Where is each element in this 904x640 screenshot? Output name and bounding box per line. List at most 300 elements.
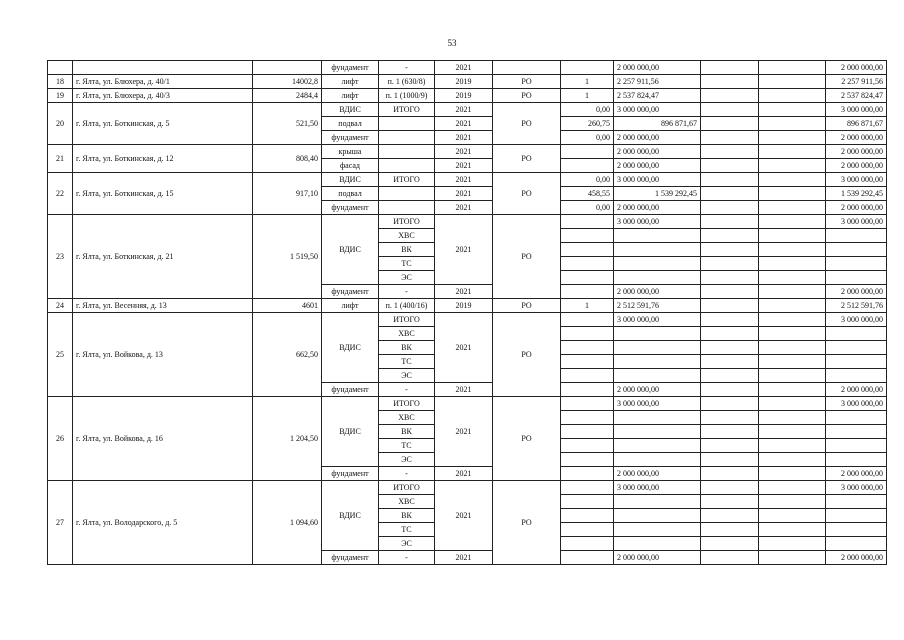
table-cell: ЭС	[379, 453, 435, 467]
table-cell: п. 1 (400/16)	[379, 299, 435, 313]
table-cell	[614, 439, 701, 453]
table-cell	[701, 355, 759, 369]
table-row	[48, 173, 887, 187]
table-cell: 2019	[435, 299, 493, 313]
table-cell: 0,00	[561, 131, 614, 145]
table-cell: 2 000 000,00	[614, 61, 701, 75]
table-cell: 1 094,60	[253, 481, 322, 565]
table-cell: 2 000 000,00	[614, 145, 701, 159]
table-cell	[561, 355, 614, 369]
table-cell: 2 000 000,00	[826, 383, 887, 397]
table-cell	[701, 131, 759, 145]
table-cell: 2021	[435, 187, 493, 201]
table-cell: 2021	[435, 313, 493, 383]
table-cell	[614, 341, 701, 355]
table-cell: 3 000 000,00	[826, 313, 887, 327]
table-cell	[701, 439, 759, 453]
table-cell: 2 257 911,56	[826, 75, 887, 89]
table-cell	[561, 313, 614, 327]
table-cell	[701, 397, 759, 411]
table-cell: фундамент	[322, 131, 379, 145]
table-cell: 2021	[435, 481, 493, 551]
table-cell: 1	[561, 299, 614, 313]
table-cell: лифт	[322, 75, 379, 89]
table-cell: 2 000 000,00	[614, 159, 701, 173]
table-cell: 2021	[435, 145, 493, 159]
table-cell: 3 000 000,00	[614, 397, 701, 411]
table-cell	[701, 187, 759, 201]
table-cell: РО	[493, 145, 561, 173]
table-cell	[561, 439, 614, 453]
table-cell: 2 000 000,00	[826, 61, 887, 75]
table-cell: п. 1 (630/8)	[379, 75, 435, 89]
table-cell: 521,50	[253, 103, 322, 145]
table-cell: 18	[48, 75, 73, 89]
table-cell: РО	[493, 75, 561, 89]
table-cell: ИТОГО	[379, 103, 435, 117]
table-cell: лифт	[322, 299, 379, 313]
table-cell	[701, 285, 759, 299]
table-cell: г. Ялта, ул. Войкова, д. 13	[73, 313, 253, 397]
table-cell: -	[379, 61, 435, 75]
table-row	[48, 75, 887, 89]
table-cell: 260,75	[561, 117, 614, 131]
table-cell	[701, 313, 759, 327]
table-cell: фундамент	[322, 61, 379, 75]
table-cell: 2 000 000,00	[826, 159, 887, 173]
table-cell: г. Ялта, ул. Володарского, д. 5	[73, 481, 253, 565]
table-cell: 0,00	[561, 201, 614, 215]
table-cell: 896 871,67	[826, 117, 887, 131]
table-cell	[614, 243, 701, 257]
table-cell: 2 000 000,00	[614, 467, 701, 481]
table-cell	[826, 509, 887, 523]
table-cell: ИТОГО	[379, 481, 435, 495]
table-cell	[759, 257, 826, 271]
table-cell: ВК	[379, 425, 435, 439]
table-cell	[701, 271, 759, 285]
table-cell: 2 257 911,56	[614, 75, 701, 89]
table-cell	[826, 369, 887, 383]
table-cell	[759, 369, 826, 383]
table-cell	[701, 425, 759, 439]
table-cell	[701, 117, 759, 131]
table-row	[48, 215, 887, 229]
table-cell: фасад	[322, 159, 379, 173]
table-cell: г. Ялта, ул. Боткинская, д. 15	[73, 173, 253, 215]
table-cell: РО	[493, 313, 561, 397]
table-cell: 2021	[435, 467, 493, 481]
table-cell	[759, 341, 826, 355]
table-cell: ТС	[379, 523, 435, 537]
table-cell: 3 000 000,00	[614, 173, 701, 187]
table-cell: г. Ялта, ул. Боткинская, д. 12	[73, 145, 253, 173]
table-cell	[561, 229, 614, 243]
table-row	[48, 313, 887, 327]
table-cell: -	[379, 285, 435, 299]
table-cell: ХВС	[379, 229, 435, 243]
table-cell: 1 519,50	[253, 215, 322, 299]
table-cell	[701, 243, 759, 257]
table-cell	[614, 229, 701, 243]
table-cell: 896 871,67	[614, 117, 701, 131]
table-cell	[614, 495, 701, 509]
table-cell: 23	[48, 215, 73, 299]
table-cell	[561, 257, 614, 271]
table-cell: 25	[48, 313, 73, 397]
table-cell	[759, 229, 826, 243]
table-cell	[561, 271, 614, 285]
table-cell: 2 537 824,47	[826, 89, 887, 103]
table-cell	[379, 131, 435, 145]
table-cell: 2 000 000,00	[614, 551, 701, 565]
table-cell	[759, 285, 826, 299]
table-cell	[561, 145, 614, 159]
table-cell	[561, 285, 614, 299]
table-cell: г. Ялта, ул. Блюхера, д. 40/3	[73, 89, 253, 103]
table-row	[48, 145, 887, 159]
table-cell: 2021	[435, 103, 493, 117]
table-cell	[759, 467, 826, 481]
table-cell: 1 204,50	[253, 397, 322, 481]
table-cell: РО	[493, 103, 561, 145]
table-cell: РО	[493, 89, 561, 103]
table-row	[48, 481, 887, 495]
table-cell	[561, 411, 614, 425]
table-cell	[614, 257, 701, 271]
table-cell	[614, 271, 701, 285]
table-cell	[826, 495, 887, 509]
table-cell	[826, 243, 887, 257]
table-cell: 2021	[435, 551, 493, 565]
table-cell: РО	[493, 481, 561, 565]
table-cell: ИТОГО	[379, 173, 435, 187]
table-cell	[561, 383, 614, 397]
table-cell	[759, 313, 826, 327]
table-cell	[759, 551, 826, 565]
table-cell: фундамент	[322, 551, 379, 565]
table-cell	[759, 537, 826, 551]
table-cell: 2 000 000,00	[826, 131, 887, 145]
table-cell: ЭС	[379, 369, 435, 383]
table-cell: 2019	[435, 89, 493, 103]
table-cell	[614, 327, 701, 341]
table-cell	[561, 453, 614, 467]
table-cell: 2021	[435, 117, 493, 131]
table-cell: 2021	[435, 285, 493, 299]
table-cell	[561, 509, 614, 523]
table-cell: ВК	[379, 509, 435, 523]
table-row	[48, 299, 887, 313]
table-cell	[826, 271, 887, 285]
table-cell	[759, 439, 826, 453]
table-cell	[379, 117, 435, 131]
table-cell: РО	[493, 173, 561, 215]
table-cell	[701, 61, 759, 75]
table-cell: 458,55	[561, 187, 614, 201]
table-cell: ВДИС	[322, 103, 379, 117]
table-cell	[701, 145, 759, 159]
table-cell: 2021	[435, 159, 493, 173]
table-cell: крыша	[322, 145, 379, 159]
table-cell	[759, 453, 826, 467]
table-cell: 2 000 000,00	[614, 285, 701, 299]
table-cell: фундамент	[322, 383, 379, 397]
table-cell: РО	[493, 299, 561, 313]
table-cell: 2021	[435, 173, 493, 187]
table-cell	[701, 551, 759, 565]
table-cell: ВДИС	[322, 313, 379, 383]
table-cell	[759, 425, 826, 439]
table-cell	[759, 201, 826, 215]
table-cell: ВДИС	[322, 481, 379, 551]
table-cell	[701, 89, 759, 103]
table-cell: 3 000 000,00	[826, 173, 887, 187]
table-cell	[379, 201, 435, 215]
table-cell: 3 000 000,00	[826, 215, 887, 229]
table-cell: лифт	[322, 89, 379, 103]
table-cell	[561, 425, 614, 439]
table-cell	[759, 271, 826, 285]
table-cell: -	[379, 467, 435, 481]
repair-program-table	[47, 60, 887, 565]
table-cell: ЭС	[379, 537, 435, 551]
table-cell: 2 000 000,00	[826, 201, 887, 215]
table-cell: 19	[48, 89, 73, 103]
table-cell: 2 000 000,00	[614, 131, 701, 145]
table-cell	[701, 467, 759, 481]
table-cell	[759, 397, 826, 411]
table-cell: г. Ялта, ул. Войкова, д. 16	[73, 397, 253, 481]
table-cell: 2021	[435, 61, 493, 75]
table-cell	[561, 551, 614, 565]
table-cell: 1 539 292,45	[826, 187, 887, 201]
table-cell	[561, 481, 614, 495]
table-cell: 2 000 000,00	[826, 467, 887, 481]
table-cell: ИТОГО	[379, 397, 435, 411]
table-cell	[826, 523, 887, 537]
table-cell	[379, 145, 435, 159]
table-row	[48, 61, 887, 75]
table-cell	[614, 509, 701, 523]
table-body	[48, 61, 887, 565]
table-row	[48, 397, 887, 411]
table-cell	[493, 61, 561, 75]
table-cell	[561, 369, 614, 383]
table-cell	[701, 383, 759, 397]
table-cell: 26	[48, 397, 73, 481]
table-cell	[701, 257, 759, 271]
table-cell: ВК	[379, 341, 435, 355]
table-cell	[379, 159, 435, 173]
table-cell: 27	[48, 481, 73, 565]
table-cell	[701, 481, 759, 495]
table-cell: ВДИС	[322, 397, 379, 467]
table-cell	[614, 523, 701, 537]
table-cell: 21	[48, 145, 73, 173]
table-cell	[614, 369, 701, 383]
table-cell	[759, 103, 826, 117]
table-cell: 1	[561, 89, 614, 103]
table-cell	[561, 467, 614, 481]
table-cell	[759, 243, 826, 257]
table-cell	[561, 397, 614, 411]
table-cell: 2021	[435, 383, 493, 397]
table-cell	[561, 523, 614, 537]
table-cell: 3 000 000,00	[614, 103, 701, 117]
table-cell	[379, 187, 435, 201]
table-cell: 2021	[435, 131, 493, 145]
table-cell: 2 000 000,00	[826, 285, 887, 299]
table-cell: 662,50	[253, 313, 322, 397]
table-cell	[561, 159, 614, 173]
table-cell: 808,40	[253, 145, 322, 173]
table-cell: 3 000 000,00	[614, 313, 701, 327]
table-cell: 20	[48, 103, 73, 145]
table-cell: 22	[48, 173, 73, 215]
table-cell: г. Ялта, ул. Весенняя, д. 13	[73, 299, 253, 313]
table-cell	[759, 509, 826, 523]
table-cell	[561, 327, 614, 341]
table-cell: ТС	[379, 355, 435, 369]
table-cell	[253, 61, 322, 75]
table-cell	[701, 327, 759, 341]
table-cell: ИТОГО	[379, 215, 435, 229]
table-cell	[759, 481, 826, 495]
table-cell	[701, 159, 759, 173]
table-cell: 2019	[435, 75, 493, 89]
table-cell	[701, 201, 759, 215]
table-cell: 1 539 292,45	[614, 187, 701, 201]
table-cell	[759, 523, 826, 537]
table-cell	[759, 495, 826, 509]
table-cell	[701, 369, 759, 383]
table-cell: фундамент	[322, 285, 379, 299]
table-cell	[826, 411, 887, 425]
table-cell: -	[379, 551, 435, 565]
table-cell: ВК	[379, 243, 435, 257]
table-cell: 3 000 000,00	[826, 397, 887, 411]
table-cell	[826, 257, 887, 271]
table-cell	[73, 61, 253, 75]
table-cell: -	[379, 383, 435, 397]
table-cell	[701, 341, 759, 355]
table-cell	[826, 229, 887, 243]
table-cell: 0,00	[561, 103, 614, 117]
table-cell	[826, 453, 887, 467]
table-cell	[759, 299, 826, 313]
table-cell: 2021	[435, 201, 493, 215]
table-cell	[826, 355, 887, 369]
table-cell: фундамент	[322, 467, 379, 481]
table-cell	[826, 425, 887, 439]
table-cell: 2 000 000,00	[826, 551, 887, 565]
table-cell	[759, 173, 826, 187]
table-cell: 24	[48, 299, 73, 313]
table-cell	[759, 159, 826, 173]
table-cell	[759, 383, 826, 397]
table-cell: г. Ялта, ул. Блюхера, д. 40/1	[73, 75, 253, 89]
table-cell	[561, 341, 614, 355]
table-cell	[701, 173, 759, 187]
table-cell	[614, 411, 701, 425]
table-cell: ХВС	[379, 327, 435, 341]
table-cell	[826, 341, 887, 355]
table-cell: 3 000 000,00	[826, 481, 887, 495]
table-cell	[759, 215, 826, 229]
table-cell: ВДИС	[322, 173, 379, 187]
table-cell	[701, 537, 759, 551]
table-cell	[614, 537, 701, 551]
table-cell: ИТОГО	[379, 313, 435, 327]
table-cell: 2 000 000,00	[826, 145, 887, 159]
table-cell	[759, 131, 826, 145]
table-cell	[561, 495, 614, 509]
table-cell	[701, 509, 759, 523]
table-cell	[561, 215, 614, 229]
table-cell: ХВС	[379, 495, 435, 509]
table-cell: РО	[493, 215, 561, 299]
table-cell	[614, 425, 701, 439]
table-cell: 0,00	[561, 173, 614, 187]
table-cell	[48, 61, 73, 75]
table-cell: ТС	[379, 257, 435, 271]
table-cell: фундамент	[322, 201, 379, 215]
table-cell: подвал	[322, 117, 379, 131]
table-cell: 2 000 000,00	[614, 201, 701, 215]
table-cell: 2 537 824,47	[614, 89, 701, 103]
table-cell	[759, 117, 826, 131]
table-cell: ХВС	[379, 411, 435, 425]
table-cell	[759, 89, 826, 103]
table-cell: 2021	[435, 215, 493, 285]
table-cell: 2 512 591,76	[826, 299, 887, 313]
table-cell: ТС	[379, 439, 435, 453]
table-cell: ВДИС	[322, 215, 379, 285]
table-cell: г. Ялта, ул. Боткинская, д. 21	[73, 215, 253, 299]
table-cell: 2 512 591,76	[614, 299, 701, 313]
table-cell	[561, 61, 614, 75]
table-cell: 14002,8	[253, 75, 322, 89]
table-cell: 2484,4	[253, 89, 322, 103]
table-cell	[614, 355, 701, 369]
table-cell: 3 000 000,00	[614, 215, 701, 229]
table-cell	[759, 145, 826, 159]
table-cell	[759, 61, 826, 75]
table-cell	[759, 187, 826, 201]
table-row	[48, 103, 887, 117]
table-cell	[759, 411, 826, 425]
table-cell: п. 1 (1000/9)	[379, 89, 435, 103]
table-cell	[701, 411, 759, 425]
table-cell	[701, 523, 759, 537]
table-cell: 4601	[253, 299, 322, 313]
table-cell: РО	[493, 397, 561, 481]
table-cell: 3 000 000,00	[826, 103, 887, 117]
table-cell	[759, 75, 826, 89]
table-cell	[701, 299, 759, 313]
table-cell	[701, 103, 759, 117]
table-cell: 3 000 000,00	[614, 481, 701, 495]
table-cell: г. Ялта, ул. Боткинская, д. 5	[73, 103, 253, 145]
table-cell	[701, 495, 759, 509]
table-cell: 917,10	[253, 173, 322, 215]
table-cell: 2021	[435, 397, 493, 467]
table-cell: 1	[561, 75, 614, 89]
table-cell	[701, 215, 759, 229]
table-row	[48, 89, 887, 103]
table-cell: ЭС	[379, 271, 435, 285]
